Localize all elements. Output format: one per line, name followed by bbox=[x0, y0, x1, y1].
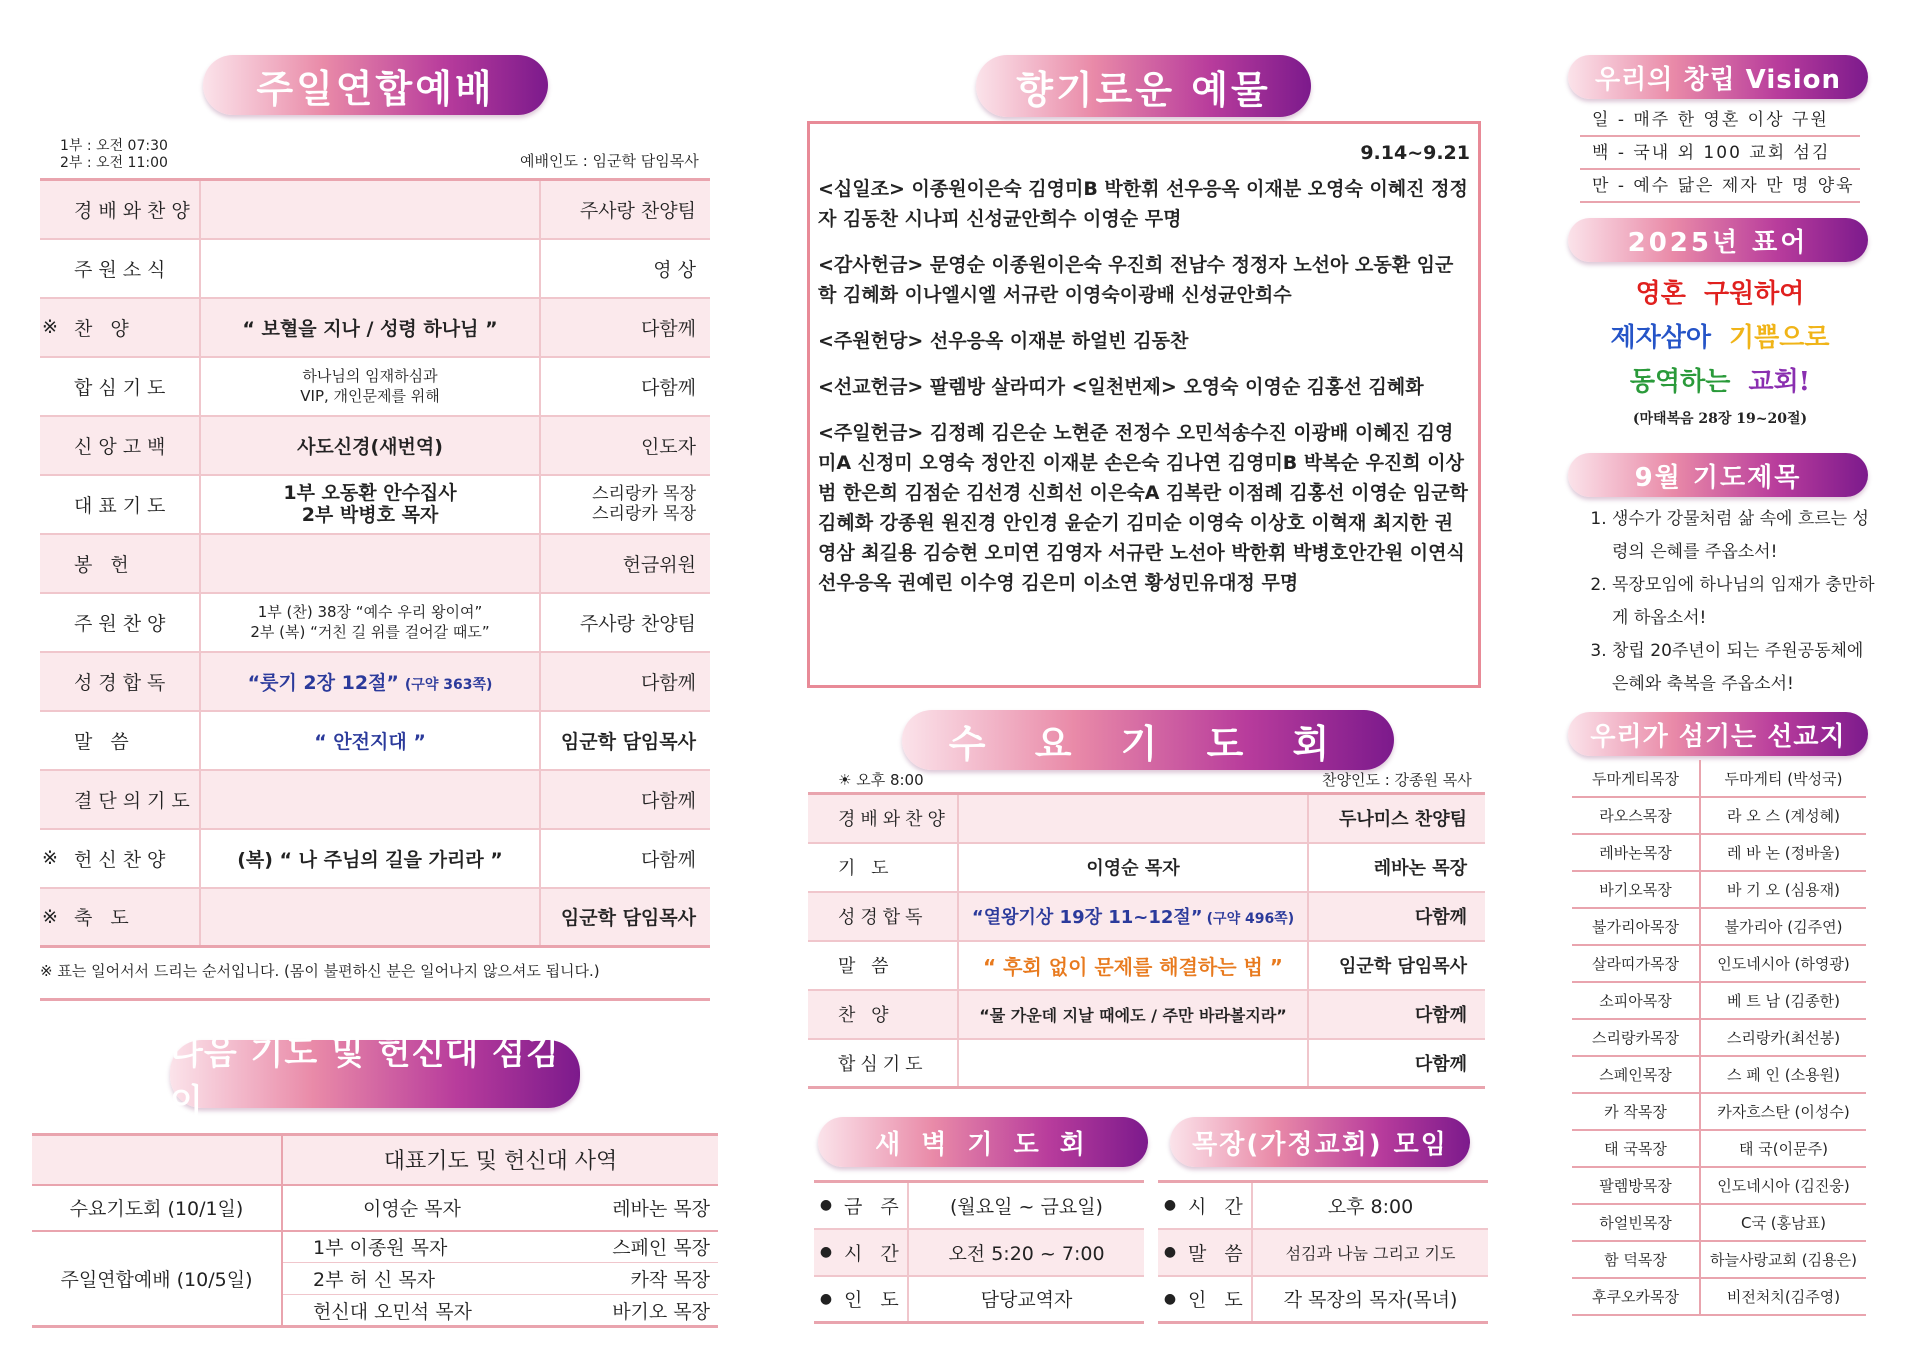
dawn-label: 시 간 bbox=[838, 1229, 908, 1276]
mission-field: 불가리아 (김주연) bbox=[1700, 908, 1866, 945]
order-row bbox=[40, 593, 710, 652]
mission-field: 카자흐스탄 (이성수) bbox=[1700, 1093, 1866, 1130]
order-row bbox=[40, 239, 710, 298]
order-content bbox=[200, 239, 540, 298]
wednesday-item: 경배와찬양 bbox=[808, 794, 958, 843]
motto-word: 동역하는 bbox=[1629, 367, 1731, 397]
bullet-icon: ● bbox=[814, 1182, 838, 1229]
standing-mark bbox=[40, 652, 60, 711]
bullet-icon: ● bbox=[1158, 1229, 1182, 1276]
order-content-text: “룻기 2장 12절” bbox=[247, 671, 399, 694]
order-content bbox=[200, 593, 540, 652]
cell-row bbox=[1158, 1182, 1488, 1229]
mission-field: 태 국(이문주) bbox=[1700, 1130, 1866, 1167]
order-item: 성경합독 bbox=[60, 652, 200, 711]
wednesday-who: 다함께 bbox=[1308, 1039, 1485, 1088]
mission-group: 살라띠가목장 bbox=[1572, 945, 1700, 982]
standing-mark bbox=[40, 593, 60, 652]
standing-mark bbox=[40, 770, 60, 829]
mission-field: C국 (홍남표) bbox=[1700, 1204, 1866, 1241]
wednesday-row bbox=[808, 843, 1485, 892]
standing-mark bbox=[40, 239, 60, 298]
order-content bbox=[200, 180, 540, 239]
order-item: 경배와찬양 bbox=[60, 180, 200, 239]
offering-sunday: <주일헌금> 김정례 김은순 노현준 전정수 오민석송수진 이광배 이혜진 김영미A 신정미 오영숙 정안진 이재분 손은숙 김나연 김영미B 박복순 우진희 이상범 한은희 김점순 김선경 신희선 이은숙A 김복란 이점례 김홍선 이영순 임군학 김혜화 강종원 원진경 안인경 윤순기 김미순 이영숙 이상호 이혁재 최지한 권영삼 최길용 김승현 오미연 김영자 서규란 노선아 박한휘 박병호안간원 이연식선우응옥 권예린 이수영 김은미 이소연 황성민유대정 무명 bbox=[818, 422, 1468, 594]
wed-duty-label: 수요기도회 (10/1일) bbox=[32, 1185, 282, 1231]
order-row bbox=[40, 357, 710, 416]
wednesday-row bbox=[808, 794, 1485, 843]
wednesday-content-text: 이영순 목자 bbox=[1086, 858, 1180, 879]
offering-tithe: <십일조> 이종원이은숙 김영미B 박한휘 선우응옥 이재분 오영숙 이혜진 정정자 김동찬 시나피 신성균안희수 이영순 무명 bbox=[818, 178, 1468, 230]
bullet-icon: ● bbox=[1158, 1276, 1182, 1323]
prayer-list bbox=[1588, 503, 1878, 701]
order-content-text: 1부 오동환 안수집사 2부 박병호 목자 bbox=[283, 482, 457, 526]
wednesday-content-text: “열왕기상 19장 11~12절” bbox=[971, 907, 1203, 928]
mission-group: 스페인목장 bbox=[1572, 1056, 1700, 1093]
cell-row bbox=[1158, 1276, 1488, 1323]
service-leader: 예배인도 : 임군학 담임목사 bbox=[520, 152, 699, 170]
order-item: 찬 양 bbox=[60, 298, 200, 357]
wednesday-item: 찬 양 bbox=[808, 990, 958, 1039]
dawn-title: 새 벽 기 도 회 bbox=[818, 1117, 1148, 1167]
wednesday-who: 다함께 bbox=[1308, 990, 1485, 1039]
sun-duty-person: 헌신대 오민석 목자 bbox=[282, 1295, 562, 1327]
mission-field: 인도네시아 (하영광) bbox=[1700, 945, 1866, 982]
mission-row bbox=[1572, 1204, 1866, 1241]
wednesday-who: 두나미스 찬양팀 bbox=[1308, 794, 1485, 843]
motto-word: 제자삼아 bbox=[1610, 323, 1711, 353]
wednesday-title: 수 요 기 도 회 bbox=[902, 710, 1394, 770]
mission-group: 카 작목장 bbox=[1572, 1093, 1700, 1130]
order-item: 축 도 bbox=[60, 888, 200, 947]
order-content bbox=[200, 652, 540, 711]
wednesday-content bbox=[958, 941, 1308, 990]
time-first: 1부 : 오전 07:30 bbox=[60, 138, 168, 154]
mission-field: 두마게티 (박성국) bbox=[1700, 760, 1866, 797]
mission-group: 라오스목장 bbox=[1572, 797, 1700, 834]
order-row bbox=[40, 652, 710, 711]
wednesday-content-text: “물 가운데 지날 때에도 / 주만 바라볼지라” bbox=[979, 1005, 1287, 1025]
duty-header: 대표기도 및 헌신대 사역 bbox=[282, 1135, 718, 1185]
mission-row bbox=[1572, 982, 1866, 1019]
standing-note: ※ 표는 일어서서 드리는 순서입니다. (몸이 불편하신 분은 일어나지 않으셔도 됩니다.) bbox=[40, 962, 600, 980]
mission-group: 함 덕목장 bbox=[1572, 1241, 1700, 1278]
mission-group: 하얼빈목장 bbox=[1572, 1204, 1700, 1241]
motto-title: 2025년 표어 bbox=[1568, 218, 1868, 262]
order-row bbox=[40, 298, 710, 357]
prayer-item: 3. 창립 20주년이 되는 주원공동체에 은혜와 축복을 주옵소서! bbox=[1612, 635, 1878, 701]
divider bbox=[40, 998, 710, 1001]
cell-label: 인 도 bbox=[1182, 1276, 1252, 1323]
mission-row bbox=[1572, 945, 1866, 982]
mission-row bbox=[1572, 871, 1866, 908]
dawn-row bbox=[814, 1276, 1144, 1323]
wednesday-content-text: “ 후회 없이 문제를 해결하는 법 ” bbox=[983, 954, 1283, 979]
cell-label: 말 씀 bbox=[1182, 1229, 1252, 1276]
time-second: 2부 : 오전 11:00 bbox=[60, 155, 168, 171]
order-who: 다함께 bbox=[540, 357, 710, 416]
service-times bbox=[60, 138, 168, 172]
order-row bbox=[40, 534, 710, 593]
mission-field: 스 페 인 (소용원) bbox=[1700, 1056, 1866, 1093]
mission-row bbox=[1572, 1019, 1866, 1056]
order-who: 헌금위원 bbox=[540, 534, 710, 593]
mission-field: 라 오 스 (계성혜) bbox=[1700, 797, 1866, 834]
mission-group: 태 국목장 bbox=[1572, 1130, 1700, 1167]
dawn-table bbox=[814, 1180, 1144, 1324]
prayer-item: 2. 목장모임에 하나님의 임재가 충만하게 하옵소서! bbox=[1612, 569, 1878, 635]
sun-duty-label: 주일연합예배 (10/5일) bbox=[32, 1231, 282, 1327]
wednesday-content bbox=[958, 990, 1308, 1039]
offering-date: 9.14~9.21 bbox=[1360, 142, 1470, 164]
cell-value: 오후 8:00 bbox=[1252, 1182, 1488, 1229]
wednesday-item: 기 도 bbox=[808, 843, 958, 892]
dawn-value: 담당교역자 bbox=[908, 1276, 1144, 1323]
mission-field: 스리랑카(최선봉) bbox=[1700, 1019, 1866, 1056]
prayer-item: 1. 생수가 강물처럼 삶 속에 흐르는 성령의 은혜를 주옵소서! bbox=[1612, 503, 1878, 569]
sunday-title: 주일연합예배 bbox=[203, 55, 548, 115]
order-item: 합심기도 bbox=[60, 357, 200, 416]
mission-group: 두마게티목장 bbox=[1572, 760, 1700, 797]
order-content bbox=[200, 357, 540, 416]
mission-group: 팔렘방목장 bbox=[1572, 1167, 1700, 1204]
offering-box bbox=[807, 121, 1481, 688]
mission-row bbox=[1572, 1278, 1866, 1315]
wed-duty-person: 이영순 목자 bbox=[363, 1198, 461, 1220]
standing-mark bbox=[40, 357, 60, 416]
order-item: 신앙고백 bbox=[60, 416, 200, 475]
wed-duty-group: 레바논 목장 bbox=[612, 1198, 710, 1220]
vision-title: 우리의 창립 Vision bbox=[1568, 55, 1868, 99]
wednesday-item: 합심기도 bbox=[808, 1039, 958, 1088]
cell-value: 섬김과 나눔 그리고 기도 bbox=[1252, 1229, 1488, 1276]
mission-field: 비전처치(김주영) bbox=[1700, 1278, 1866, 1315]
order-item: 헌신찬양 bbox=[60, 829, 200, 888]
offering-mission: <선교헌금> 팔렘방 살라띠가 <일천번제> 오영숙 이영순 김홍선 김혜화 bbox=[818, 376, 1424, 398]
standing-mark bbox=[40, 711, 60, 770]
order-row bbox=[40, 770, 710, 829]
order-content-text: “ 보혈을 지나 / 성령 하나님 ” bbox=[242, 317, 498, 340]
order-item: 주원찬양 bbox=[60, 593, 200, 652]
order-content bbox=[200, 888, 540, 947]
standing-mark bbox=[40, 534, 60, 593]
standing-mark: ※ bbox=[40, 888, 60, 947]
order-row bbox=[40, 711, 710, 770]
motto-word: 기쁨으로 bbox=[1729, 323, 1830, 353]
order-content bbox=[200, 711, 540, 770]
wednesday-content bbox=[958, 1039, 1308, 1088]
order-item: 결단의기도 bbox=[60, 770, 200, 829]
standing-mark: ※ bbox=[40, 829, 60, 888]
order-content bbox=[200, 534, 540, 593]
vision-list bbox=[1580, 104, 1860, 203]
motto-reference: (마태복음 28장 19~20절) bbox=[1632, 411, 1808, 427]
order-row bbox=[40, 829, 710, 888]
bullet-icon: ● bbox=[814, 1229, 838, 1276]
mission-field: 바 기 오 (심용재) bbox=[1700, 871, 1866, 908]
mission-row bbox=[1572, 908, 1866, 945]
standing-mark bbox=[40, 180, 60, 239]
cell-table bbox=[1158, 1180, 1488, 1324]
scripture-page: (구약 496쪽) bbox=[1206, 911, 1295, 927]
wednesday-row bbox=[808, 990, 1485, 1039]
order-who: 임군학 담임목사 bbox=[540, 888, 710, 947]
sun-duty-group: 스페인 목장 bbox=[562, 1231, 718, 1263]
vision-item: 백 - 국내 외 100 교회 섬김 bbox=[1580, 137, 1860, 170]
offering-building: <주원헌당> 선우응옥 이재분 하얼빈 김동찬 bbox=[818, 330, 1189, 352]
mission-row bbox=[1572, 1093, 1866, 1130]
vision-item: 만 - 예수 닮은 제자 만 명 양육 bbox=[1580, 170, 1860, 203]
standing-mark bbox=[40, 416, 60, 475]
order-who: 다함께 bbox=[540, 829, 710, 888]
order-content-text: 1부 (찬) 38장 “예수 우리 왕이여” 2부 (복) “거친 길 위를 걸어갈 때도” bbox=[250, 603, 490, 641]
wednesday-order-table bbox=[808, 792, 1485, 1089]
missions-table bbox=[1572, 760, 1866, 1316]
mission-row bbox=[1572, 1056, 1866, 1093]
prayer-title: 9월 기도제목 bbox=[1568, 453, 1868, 497]
motto bbox=[1570, 272, 1870, 428]
order-content-text: 하나님의 임재하심과 VIP, 개인문제를 위해 bbox=[300, 367, 440, 405]
offering-title: 향기로운 예물 bbox=[976, 55, 1311, 117]
cell-value: 각 목장의 목자(목녀) bbox=[1252, 1276, 1488, 1323]
order-who: 주사랑 찬양팀 bbox=[540, 180, 710, 239]
mission-row bbox=[1572, 797, 1866, 834]
standing-mark bbox=[40, 475, 60, 534]
wednesday-content bbox=[958, 794, 1308, 843]
mission-field: 하늘사랑교회 (김용은) bbox=[1700, 1241, 1866, 1278]
wednesday-row bbox=[808, 941, 1485, 990]
order-item: 대표기도 bbox=[60, 475, 200, 534]
dawn-label: 인 도 bbox=[838, 1276, 908, 1323]
order-content bbox=[200, 416, 540, 475]
wednesday-row bbox=[808, 892, 1485, 941]
vision-item: 일 - 매주 한 영혼 이상 구원 bbox=[1580, 104, 1860, 137]
order-content bbox=[200, 829, 540, 888]
order-row bbox=[40, 416, 710, 475]
wednesday-who: 임군학 담임목사 bbox=[1308, 941, 1485, 990]
order-row bbox=[40, 180, 710, 239]
order-row bbox=[40, 475, 710, 534]
mission-field: 인도네시아 (김진웅) bbox=[1700, 1167, 1866, 1204]
order-who: 다함께 bbox=[540, 770, 710, 829]
wednesday-leader: 찬양인도 : 강종원 목사 bbox=[1322, 771, 1472, 789]
mission-row bbox=[1572, 760, 1866, 797]
order-item: 봉 헌 bbox=[60, 534, 200, 593]
order-who: 다함께 bbox=[540, 652, 710, 711]
order-content bbox=[200, 298, 540, 357]
dawn-value: (월요일 ~ 금요일) bbox=[908, 1182, 1144, 1229]
wednesday-item: 말 씀 bbox=[808, 941, 958, 990]
order-item: 주원소식 bbox=[60, 239, 200, 298]
dawn-value: 오전 5:20 ~ 7:00 bbox=[908, 1229, 1144, 1276]
dawn-row bbox=[814, 1182, 1144, 1229]
mission-row bbox=[1572, 834, 1866, 871]
order-content-text: 사도신경(새번역) bbox=[297, 435, 443, 458]
sunday-order-table bbox=[40, 178, 710, 948]
order-who: 인도자 bbox=[540, 416, 710, 475]
offering-thanks: <감사헌금> 문영순 이종원이은숙 우진희 전남수 정정자 노선아 오동환 임군학 김혜화 이나엘시엘 서규란 이영숙이광배 신성균안희수 bbox=[818, 254, 1454, 306]
order-content bbox=[200, 770, 540, 829]
motto-word: 교회! bbox=[1748, 367, 1811, 397]
order-who: 주사랑 찬양팀 bbox=[540, 593, 710, 652]
order-who: 임군학 담임목사 bbox=[540, 711, 710, 770]
order-row bbox=[40, 888, 710, 947]
wednesday-content bbox=[958, 892, 1308, 941]
order-item: 말 씀 bbox=[60, 711, 200, 770]
order-who: 다함께 bbox=[540, 298, 710, 357]
mission-field: 레 바 논 (정바울) bbox=[1700, 834, 1866, 871]
wednesday-item: 성경합독 bbox=[808, 892, 958, 941]
wednesday-who: 레바논 목장 bbox=[1308, 843, 1485, 892]
sun-duty-group: 바기오 목장 bbox=[562, 1295, 718, 1327]
order-content-text: “ 안전지대 ” bbox=[314, 730, 426, 753]
order-content-text: (복) “ 나 주님의 길을 가리라 ” bbox=[237, 848, 503, 871]
mission-row bbox=[1572, 1167, 1866, 1204]
next-duty-table bbox=[32, 1133, 718, 1328]
dawn-label: 금 주 bbox=[838, 1182, 908, 1229]
mission-group: 후쿠오카목장 bbox=[1572, 1278, 1700, 1315]
mission-group: 불가리아목장 bbox=[1572, 908, 1700, 945]
wednesday-who: 다함께 bbox=[1308, 892, 1485, 941]
sun-duty-person: 2부 허 신 목자 bbox=[282, 1263, 562, 1295]
order-who: 영 상 bbox=[540, 239, 710, 298]
mission-group: 소피아목장 bbox=[1572, 982, 1700, 1019]
motto-word: 영혼 bbox=[1635, 279, 1686, 309]
cell-title: 목장(가정교회) 모임 bbox=[1170, 1117, 1470, 1167]
mission-row bbox=[1572, 1241, 1866, 1278]
cell-label: 시 간 bbox=[1182, 1182, 1252, 1229]
sun-duty-group: 카작 목장 bbox=[562, 1263, 718, 1295]
wednesday-row bbox=[808, 1039, 1485, 1088]
wednesday-content bbox=[958, 843, 1308, 892]
standing-mark: ※ bbox=[40, 298, 60, 357]
cell-row bbox=[1158, 1229, 1488, 1276]
order-who: 스리랑카 목장 스리랑카 목장 bbox=[540, 475, 710, 534]
mission-row bbox=[1572, 1130, 1866, 1167]
order-content bbox=[200, 475, 540, 534]
next-title: 다음 기도 및 헌신대 섬김이 bbox=[170, 1040, 580, 1108]
bullet-icon: ● bbox=[814, 1276, 838, 1323]
wednesday-time: ☀ 오후 8:00 bbox=[838, 771, 924, 789]
mission-field: 베 트 남 (김종한) bbox=[1700, 982, 1866, 1019]
missions-title: 우리가 섬기는 선교지 bbox=[1568, 712, 1868, 756]
bullet-icon: ● bbox=[1158, 1182, 1182, 1229]
mission-group: 레바논목장 bbox=[1572, 834, 1700, 871]
scripture-page: (구약 363쪽) bbox=[404, 676, 493, 693]
motto-word: 구원하여 bbox=[1703, 279, 1805, 309]
sun-duty-person: 1부 이종원 목자 bbox=[282, 1231, 562, 1263]
mission-group: 스리랑카목장 bbox=[1572, 1019, 1700, 1056]
dawn-row bbox=[814, 1229, 1144, 1276]
mission-group: 바기오목장 bbox=[1572, 871, 1700, 908]
